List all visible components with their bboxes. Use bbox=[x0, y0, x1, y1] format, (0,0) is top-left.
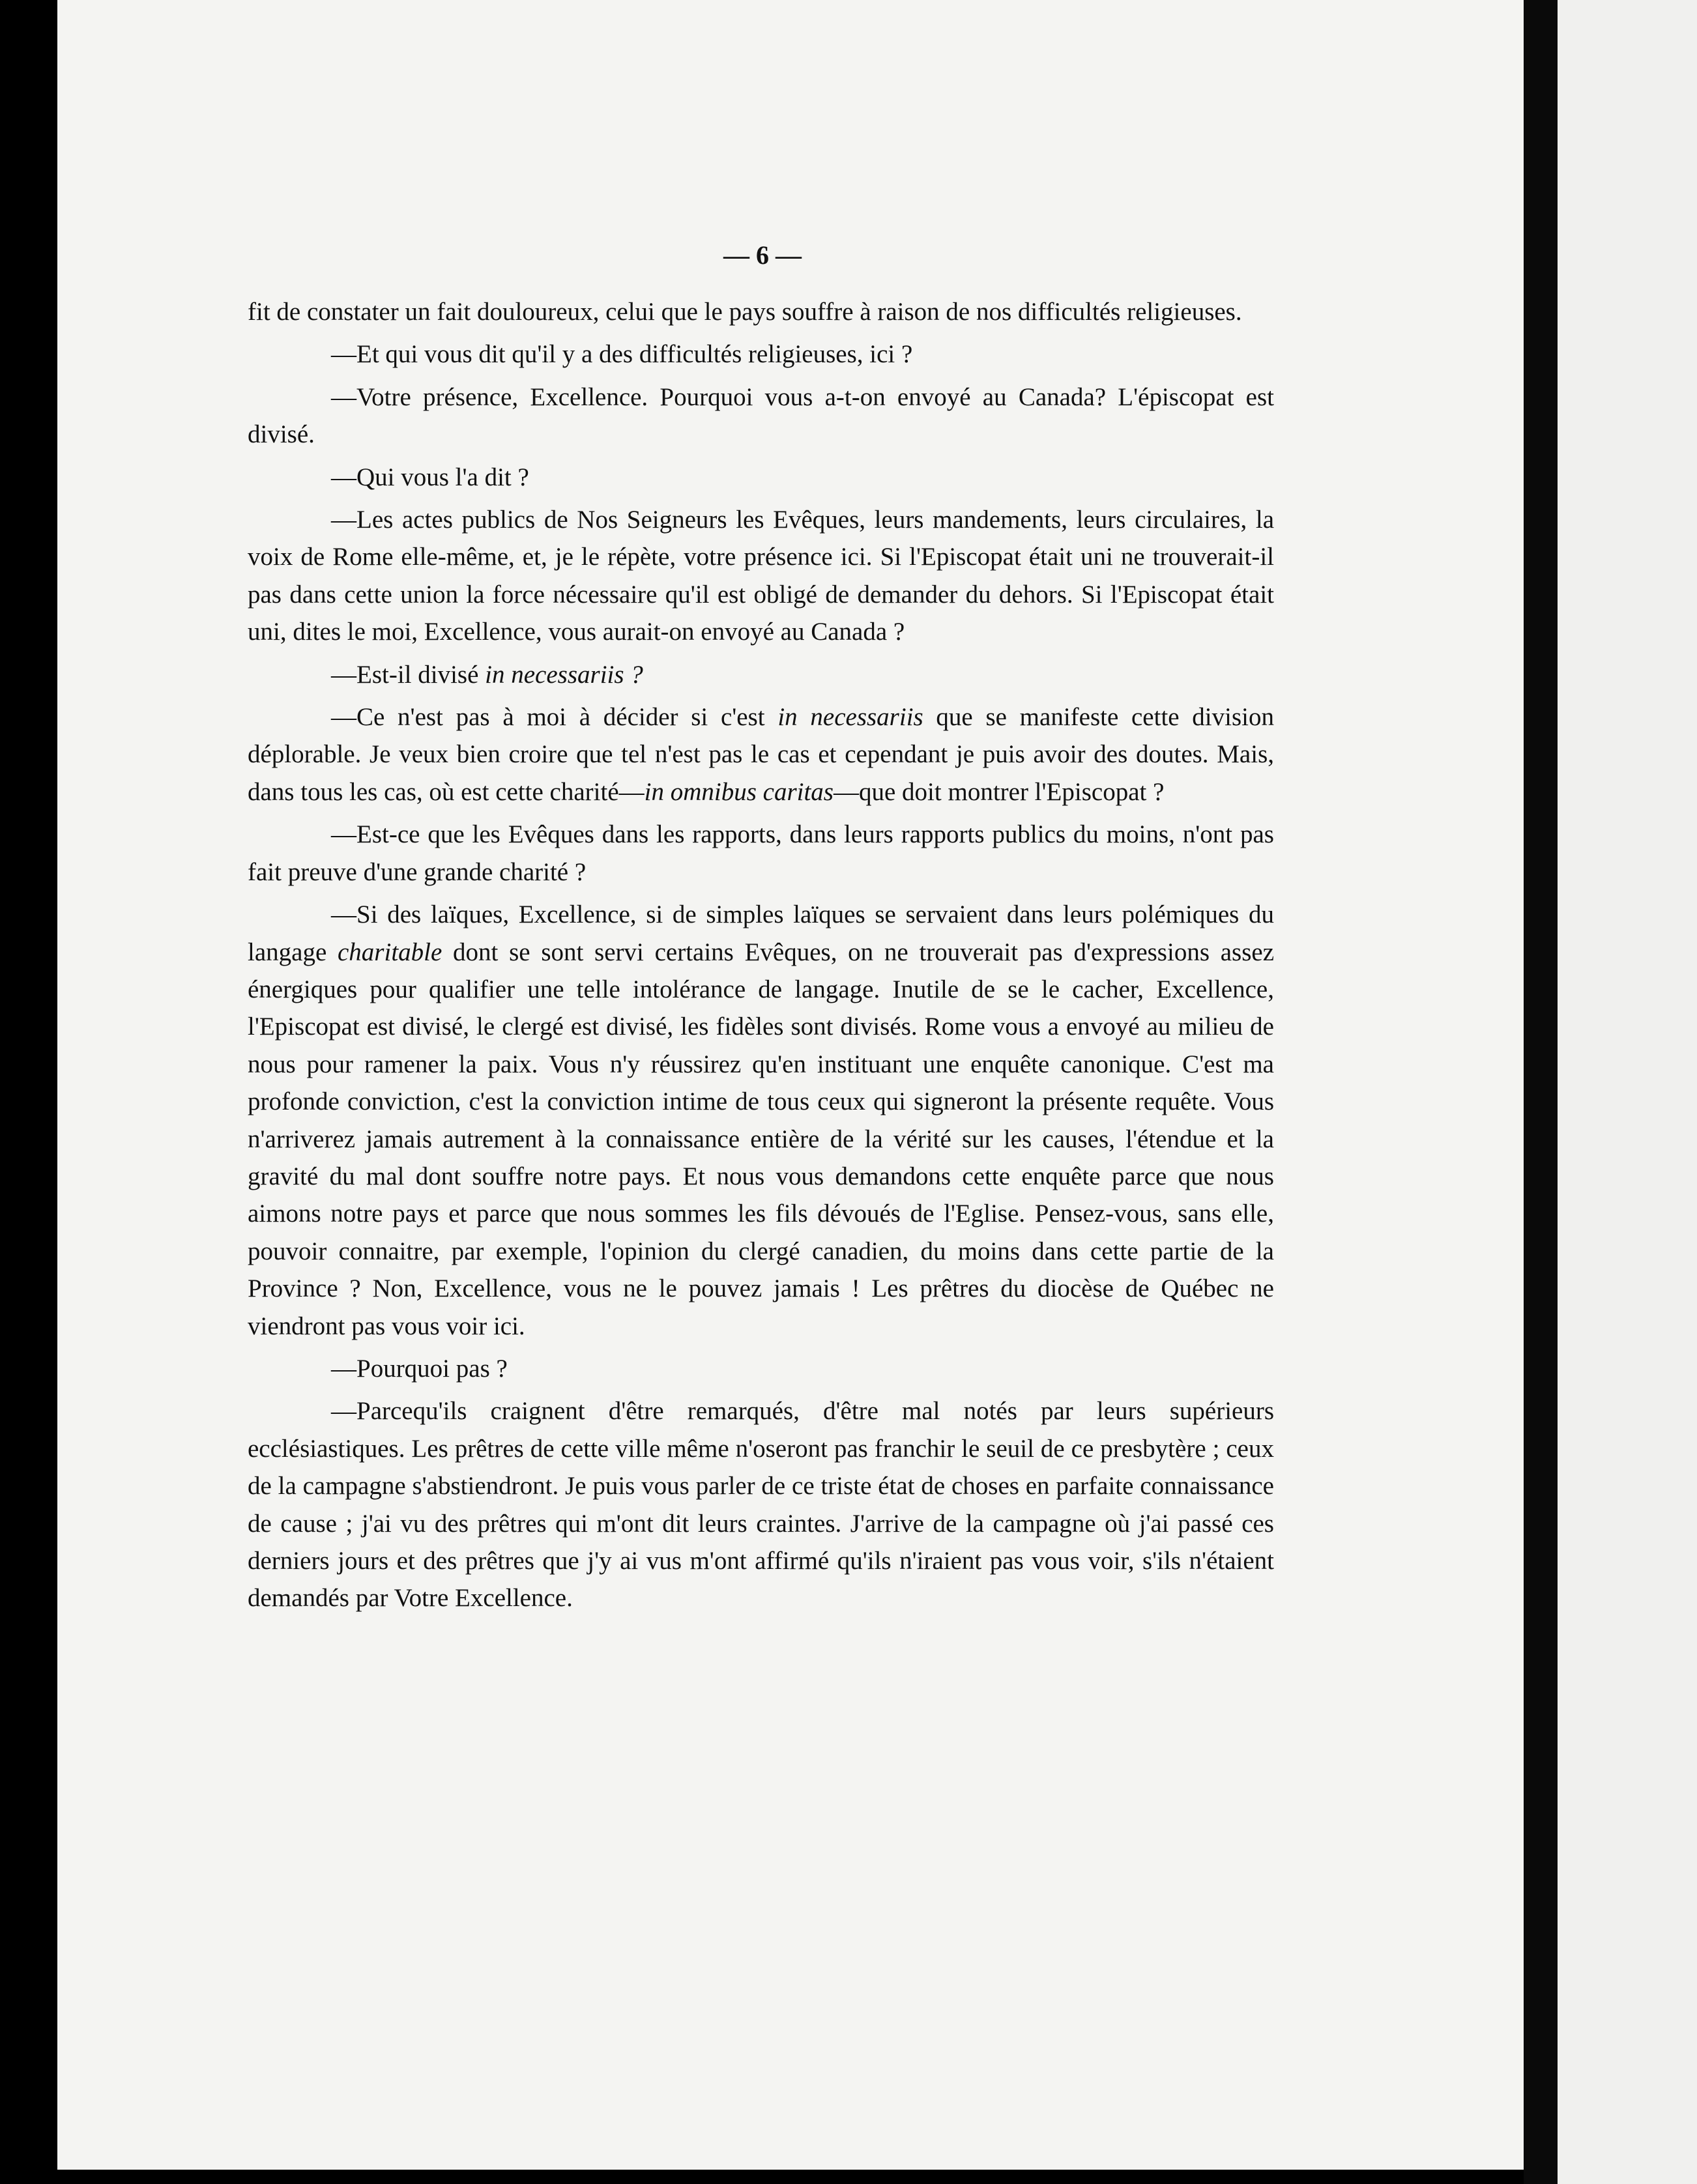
text-run: fit de constater un fait douloureux, celui que le pays souffre à raison de nos difficultés religieuses. bbox=[248, 298, 1242, 326]
text-run: —Ce n'est pas à moi à décider si c'est bbox=[331, 703, 778, 732]
paragraph bbox=[248, 336, 1274, 373]
paragraph bbox=[248, 896, 1274, 1345]
text-run: —que doit montrer l'Episcopat ? bbox=[834, 777, 1165, 806]
text-run: —Parcequ'ils craignent d'être remarqués, d'être mal notés par leurs supérieurs ecclésiastiques. Les prêtres de cette ville même n'oseront pas franchir le seuil de ce presbytère ; ceux de la campagne s'abstiendront. Je puis vous parler de ce triste état de choses en parfaite connaissance de cause ; j'ai vu des prêtres qui m'ont dit leurs craintes. J'arrive de la campagne où j'ai passé ces derniers jours et des prêtres que j'y ai vus m'ont affirmé qu'ils n'iraient pas vous voir, s'ils n'étaient demandés par Votre Excellence. bbox=[248, 1397, 1274, 1613]
text-run: —Votre présence, Excellence. Pourquoi vous a-t-on envoyé au Canada? L'épiscopat est divisé. bbox=[248, 382, 1274, 449]
paragraph bbox=[248, 293, 1274, 330]
italic-phrase: in necessariis bbox=[777, 703, 923, 732]
text-run: —Si des laïques, Excellence, si de simples laïques se servaient dans leurs polémiques du langage bbox=[248, 900, 1274, 966]
paragraph bbox=[248, 698, 1274, 811]
italic-phrase: in omnibus caritas bbox=[644, 777, 834, 806]
text-run: —Et qui vous dit qu'il y a des difficultés religieuses, ici ? bbox=[331, 340, 913, 369]
text-run: que se manifeste cette division déplorable. Je veux bien croire que tel n'est pas le cas et cependant je puis avoir des doutes. Mais, dans tous les cas, où est cette charité— bbox=[248, 703, 1274, 806]
paragraph bbox=[248, 656, 1274, 693]
text-run: —Les actes publics de Nos Seigneurs les Evêques, leurs mandements, leurs circulaires, la voix de Rome elle-même, et, je le répète, votre présence ici. Si l'Episcopat était uni ne trouverait-il pas dans cette union la force nécessaire qu'il est obligé de demander du dehors. Si l'Episcopat était uni, dites le moi, Excellence, vous aurait-on envoyé au Canada ? bbox=[248, 506, 1274, 646]
paragraph bbox=[248, 1350, 1274, 1387]
page-number: — 6 — bbox=[723, 240, 802, 270]
paragraph bbox=[248, 501, 1274, 651]
text-run: —Qui vous l'a dit ? bbox=[331, 463, 529, 491]
paragraph bbox=[248, 816, 1274, 891]
paragraph bbox=[248, 459, 1274, 496]
text-run: —Est-il divisé bbox=[331, 660, 486, 689]
paragraph bbox=[248, 379, 1274, 453]
text-run: —Est-ce que les Evêques dans les rapports, dans leurs rapports publics du moins, n'ont pas fait preuve d'une grande charité ? bbox=[248, 820, 1274, 886]
text-run: dont se sont servi certains Evêques, on ne trouverait pas d'expressions assez énergiques pour qualifier une telle intolérance de langage. Inutile de se le cacher, Excellence, l'Episcopat est divisé, le clergé est divisé, les fidèles sont divisés. Rome vous a envoyé au milieu de nous pour ramener la paix. Vous n'y réussirez qu'en instituant une enquête canonique. C'est ma profonde conviction, c'est la conviction intime de tous ceux qui signeront la présente requête. Vous n'arriverez jamais autrement à la connaissance entière de la vérité sur les causes, l'étendue et la gravité du mal dont souffre notre pays. Et nous vous demandons cette enquête parce que nous aimons notre pays et parce que nous sommes les fils dévoués de l'Eglise. Pensez-vous, sans elle, pouvoir connaitre, par exemple, l'opinion du clergé canadien, du moins dans cette partie de la Province ? Non, Excellence, vous ne le pouvez jamais ! Les prêtres du diocèse de Québec ne viendront pas vous voir ici. bbox=[248, 938, 1275, 1340]
italic-phrase: in necessariis ? bbox=[485, 660, 643, 689]
body-text bbox=[248, 293, 1274, 1617]
italic-phrase: charitable bbox=[338, 938, 442, 966]
text-run: —Pourquoi pas ? bbox=[331, 1354, 508, 1383]
book-gutter bbox=[1524, 0, 1558, 2184]
paragraph bbox=[248, 1392, 1274, 1616]
facing-page-edge bbox=[1558, 0, 1697, 2184]
